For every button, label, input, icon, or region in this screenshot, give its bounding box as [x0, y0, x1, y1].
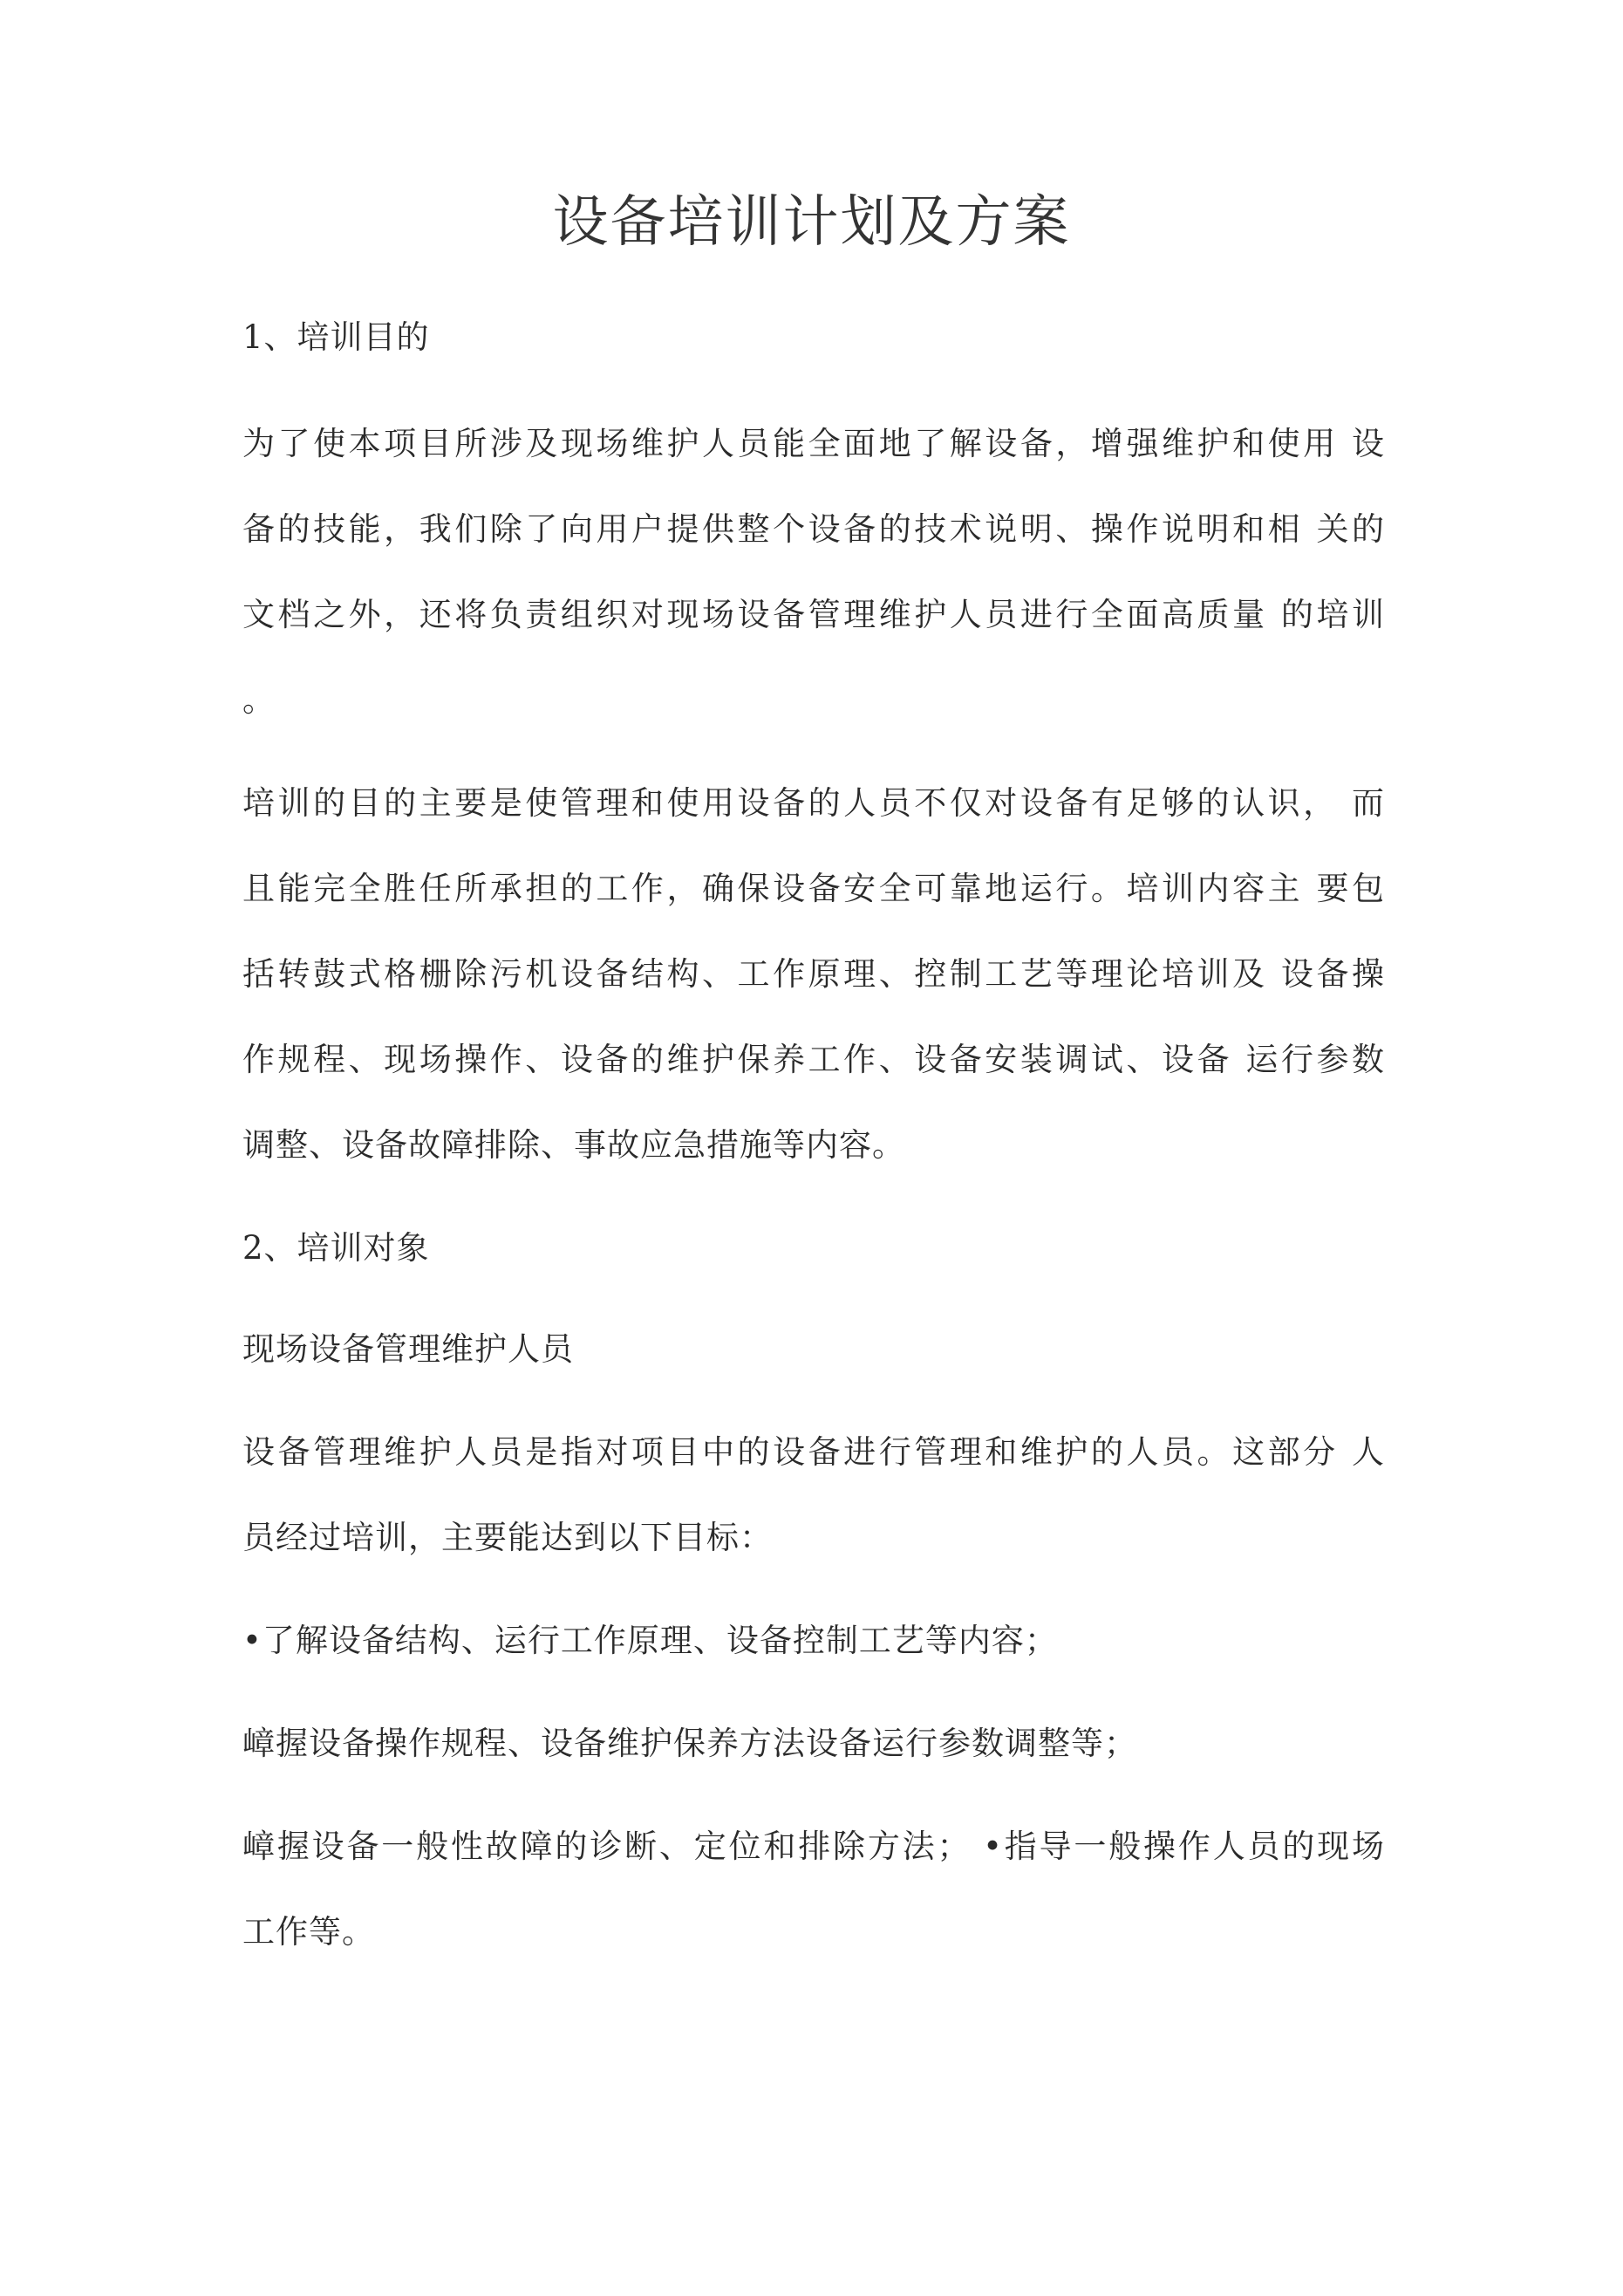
list-item: 嶂握设备操作规程、设备维护保养方法设备运行参数调整等； — [242, 1725, 1137, 1762]
paragraph-line: 作规程、现场操作、设备的维护保养工作、设备安装调试、设备 运行参数 — [242, 1041, 1385, 1078]
section-heading-purpose: 1、培训目的 — [242, 318, 430, 356]
paragraph-line: 培训的目的主要是使管理和使用设备的人员不仅对设备有足够的认识， 而 — [242, 784, 1385, 822]
paragraph-line: 为了使本项目所涉及现场维护人员能全面地了解设备，增强维护和使用 设 — [242, 425, 1385, 462]
paragraph-line: 括转鼓式格栅除污机设备结构、工作原理、控制工艺等理论培训及 设备操 — [242, 955, 1385, 993]
paragraph-line: 备的技能，我们除了向用户提供整个设备的技术说明、操作说明和相 关的 — [242, 510, 1385, 548]
paragraph-line: 且能完全胜任所承担的工作，确保设备安全可靠地运行。培训内容主 要包 — [242, 870, 1385, 907]
list-item: 工作等。 — [242, 1913, 375, 1951]
subheading-staff: 现场设备管理维护人员 — [242, 1330, 574, 1368]
paragraph-line: 调整、设备故障排除、事故应急措施等内容。 — [242, 1126, 905, 1164]
list-item: 嶂握设备一般性故障的诊断、定位和排除方法； •指导一般操作人员的现场 — [242, 1828, 1385, 1865]
paragraph-line: 。 — [242, 681, 276, 719]
paragraph-line: 员经过培训，主要能达到以下目标： — [242, 1519, 773, 1556]
paragraph-line: 设备管理维护人员是指对项目中的设备进行管理和维护的人员。这部分 人 — [242, 1433, 1385, 1471]
document-title: 设备培训计划及方案 — [552, 190, 1071, 255]
section-heading-audience: 2、培训对象 — [242, 1229, 430, 1267]
paragraph-line: 文档之外，还将负责组织对现场设备管理维护人员进行全面高质量 的培训 — [242, 596, 1385, 633]
list-item: •了解设备结构、运行工作原理、设备控制工艺等内容； — [242, 1622, 1058, 1659]
